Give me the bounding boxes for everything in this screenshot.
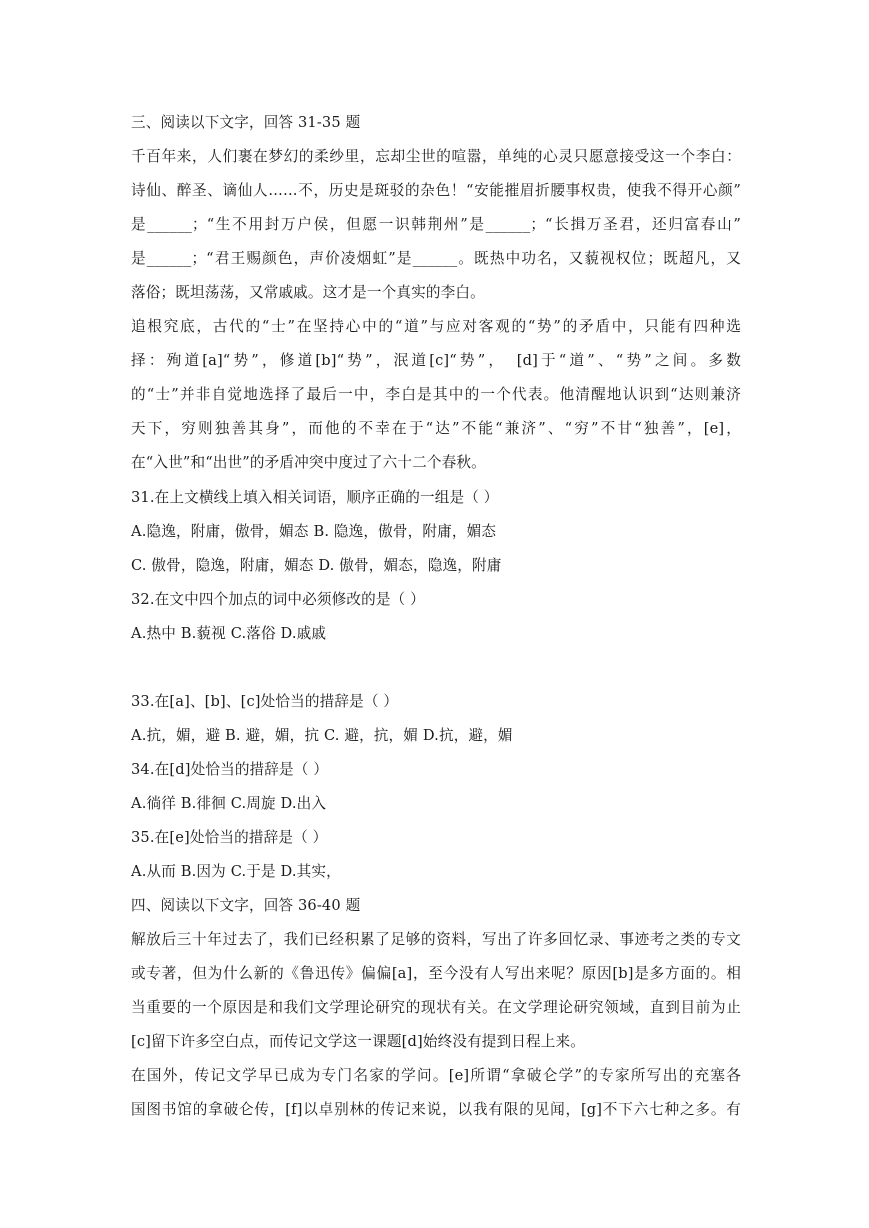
section-heading: 三、阅读以下文字，回答 31-35 题: [131, 114, 361, 131]
question-34-options: A.徜徉 B.徘徊 C.周旋 D.出入: [131, 795, 327, 812]
paragraph-line: 在国外，传记文学早已成为专门名家的学问。[e]所谓“拿破仑学”的专家所写出的充塞各: [131, 1067, 741, 1084]
paragraph-line: 诗仙、醉圣、谪仙人……不，历史是斑驳的杂色！“安能摧眉折腰事权贵，使我不得开心颜”: [131, 182, 741, 199]
question-33-options: A.抗，媚，避 B. 避，媚，抗 C. 避，抗，媚 D.抗，避，媚: [131, 727, 513, 744]
question-35-stem: 35.在[e]处恰当的措辞是（ ）: [131, 829, 328, 846]
paragraph-line: 追根究底，古代的“士”在坚持心中的“道”与应对客观的“势”的矛盾中，只能有四种选: [131, 318, 741, 335]
question-31-options: C. 傲骨，隐逸，附庸，媚态 D. 傲骨，媚态，隐逸，附庸: [131, 557, 502, 574]
paragraph-line: 是______；“生不用封万户侯，但愿一识韩荆州”是______；“长揖万圣君，还归富春山”: [131, 216, 741, 233]
question-32-options: A.热中 B.藐视 C.落俗 D.戚戚: [131, 625, 327, 642]
question-32-stem: 32.在文中四个加点的词中必须修改的是（ ）: [131, 591, 425, 608]
paragraph-line: 当重要的一个原因是和我们文学理论研究的现状有关。在文学理论研究领域，直到目前为止: [131, 999, 741, 1016]
paragraph-line: 在“入世”和“出世”的矛盾冲突中度过了六十二个春秋。: [131, 454, 486, 471]
paragraph-line: 落俗；既坦荡荡，又常戚戚。这才是一个真实的李白。: [131, 284, 485, 301]
paragraph-line: [c]留下许多空白点，而传记文学这一课题[d]始终没有提到日程上来。: [131, 1033, 586, 1050]
question-34-stem: 34.在[d]处恰当的措辞是（ ）: [131, 761, 329, 778]
paragraph-line: 千百年来，人们裹在梦幻的柔纱里，忘却尘世的喧嚣，单纯的心灵只愿意接受这一个李白：: [131, 148, 741, 165]
question-33-stem: 33.在[a]、[b]、[c]处恰当的措辞是（ ）: [131, 693, 399, 710]
paragraph-line: 国图书馆的拿破仑传，[f]以卓别林的传记来说，以我有限的见闻，[g]不下六七种之多。有: [131, 1101, 741, 1118]
question-31-stem: 31.在上文横线上填入相关词语，顺序正确的一组是（ ）: [131, 489, 499, 506]
paragraph-line: 天下，穷则独善其身”，而他的不幸在于“达”不能“兼济”、“穷”不甘“独善”，[e]，: [131, 420, 741, 437]
section-heading: 四、阅读以下文字，回答 36-40 题: [131, 897, 361, 914]
paragraph-line: 解放后三十年过去了，我们已经积累了足够的资料，写出了许多回忆录、事迹考之类的专文: [131, 931, 741, 948]
paragraph-line: 的“士”并非自觉地选择了最后一中，李白是其中的一个代表。他清醒地认识到“达则兼济: [131, 386, 741, 403]
paragraph-line: 是______；“君王赐颜色，声价凌烟虹”是______。既热中功名，又藐视权位；既超凡，又: [131, 250, 741, 267]
paragraph-line: 或专著，但为什么新的《鲁迅传》偏偏[a]，至今没有人写出来呢？原因[b]是多方面的。相: [131, 965, 741, 982]
paragraph-line: 择：殉道[a]“势”，修道[b]“势”，泯道[c]“势”， [d]于“道”、“势”之间。多数: [131, 352, 741, 369]
question-35-options: A.从而 B.因为 C.于是 D.其实，: [131, 863, 341, 880]
question-31-options: A.隐逸，附庸，傲骨，媚态 B. 隐逸，傲骨，附庸，媚态: [131, 523, 497, 540]
